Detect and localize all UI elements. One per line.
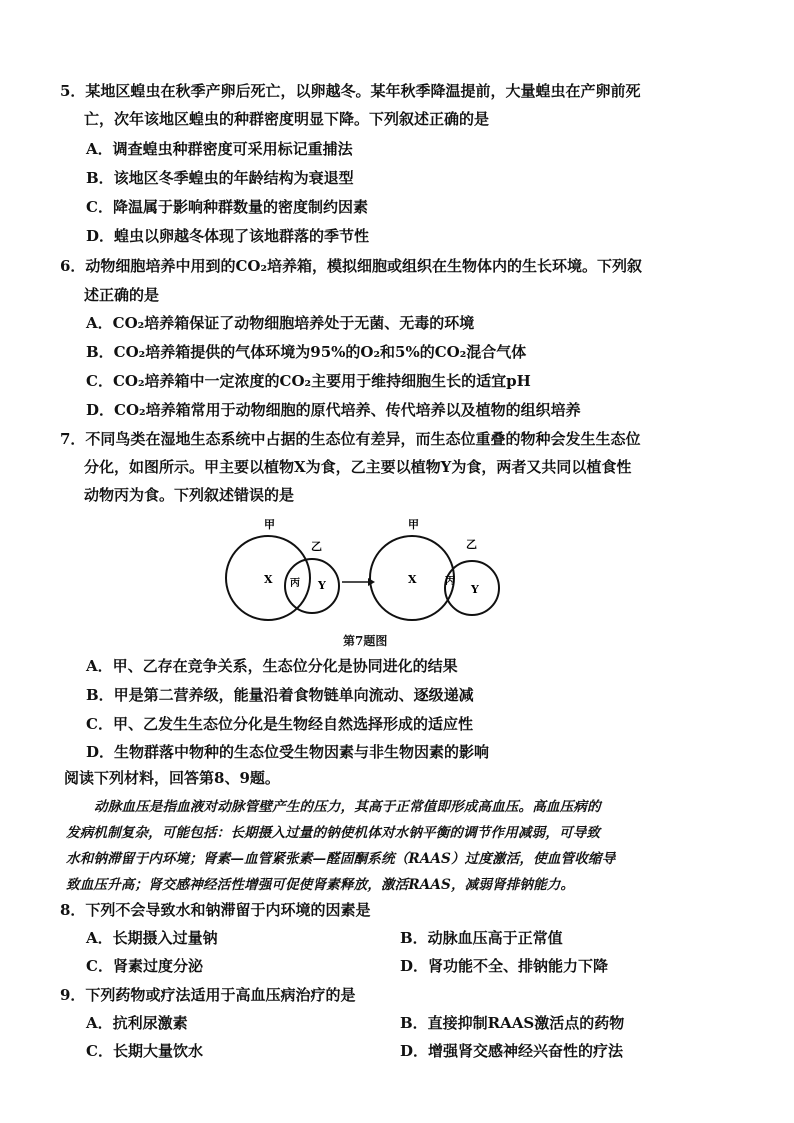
q9-option-c: C．长期大量饮水 bbox=[86, 1042, 203, 1060]
q6-option-c: C．CO₂培养箱中一定浓度的CO₂主要用于维持细胞生长的适宜pH bbox=[86, 372, 531, 390]
q9-stem: 9．下列药物或疗法适用于高血压病治疗的是 bbox=[60, 986, 356, 1004]
q8-option-a: A．长期摄入过量钠 bbox=[86, 929, 218, 947]
niche-differentiation-figure bbox=[215, 512, 505, 647]
left-label-y: Y bbox=[318, 579, 326, 592]
q6-option-d: D．CO₂培养箱常用于动物细胞的原代培养、传代培养以及植物的组织培养 bbox=[86, 401, 581, 419]
reading-paragraph-line2: 发病机制复杂，可能包括：长期摄入过量的钠使机体对水钠平衡的调节作用减弱，可导致 bbox=[66, 825, 601, 841]
q7-stem-line2: 分化，如图所示。甲主要以植物X为食，乙主要以植物Y为食，两者又共同以植食性 bbox=[84, 458, 632, 476]
q6-option-b: B．CO₂培养箱提供的气体环境为95%的O₂和5%的CO₂混合气体 bbox=[86, 343, 527, 361]
right-label-yi: 乙 bbox=[466, 538, 477, 551]
right-label-x: X bbox=[408, 573, 417, 586]
q7-stem-line3: 动物丙为食。下列叙述错误的是 bbox=[84, 486, 295, 504]
q8-option-b: B．动脉血压高于正常值 bbox=[400, 929, 563, 947]
q9-option-a: A．抗利尿激素 bbox=[86, 1014, 188, 1032]
q6-option-a: A．CO₂培养箱保证了动物细胞培养处于无菌、无毒的环境 bbox=[86, 314, 475, 332]
reading-paragraph-line1: 动脉血压是指血液对动脉管壁产生的压力，其高于正常值即形成高血压。高血压病的 bbox=[94, 799, 601, 815]
q9-option-d: D．增强肾交感神经兴奋性的疗法 bbox=[400, 1042, 624, 1060]
right-label-jia: 甲 bbox=[408, 518, 419, 531]
left-label-yi: 乙 bbox=[311, 540, 322, 553]
q7-option-c: C．甲、乙发生生态位分化是生物经自然选择形成的适应性 bbox=[86, 715, 473, 733]
q6-stem-line1: 6．动物细胞培养中用到的CO₂培养箱，模拟细胞或组织在生物体内的生长环境。下列叙 bbox=[60, 257, 643, 275]
q5-stem-line2: 亡，次年该地区蝗虫的种群密度明显下降。下列叙述正确的是 bbox=[84, 110, 490, 128]
q7-option-a: A．甲、乙存在竞争关系，生态位分化是协同进化的结果 bbox=[86, 657, 458, 675]
q8-option-c: C．肾素过度分泌 bbox=[86, 957, 203, 975]
right-label-bing: 丙 bbox=[445, 576, 455, 587]
reading-paragraph-line3: 水和钠滞留于内环境；肾素—血管紧张素—醛固酮系统（RAAS）过度激活，使血管收缩导 bbox=[66, 851, 616, 867]
figure-caption: 第7题图 bbox=[343, 634, 388, 648]
q9-option-b: B．直接抑制RAAS激活点的药物 bbox=[400, 1014, 625, 1032]
q8-stem: 8．下列不会导致水和钠滞留于内环境的因素是 bbox=[60, 901, 371, 919]
q5-option-b: B．该地区冬季蝗虫的年龄结构为衰退型 bbox=[86, 169, 354, 187]
q5-option-c: C．降温属于影响种群数量的密度制约因素 bbox=[86, 198, 368, 216]
reading-intro: 阅读下列材料，回答第8、9题。 bbox=[64, 769, 280, 787]
q5-stem-line1: 5．某地区蝗虫在秋季产卵后死亡，以卵越冬。某年秋季降温提前，大量蝗虫在产卵前死 bbox=[60, 82, 641, 100]
q8-option-d: D．肾功能不全、排钠能力下降 bbox=[400, 957, 609, 975]
right-label-y: Y bbox=[471, 583, 479, 596]
q7-option-d: D．生物群落中物种的生态位受生物因素与非生物因素的影响 bbox=[86, 743, 490, 761]
left-label-jia: 甲 bbox=[264, 518, 275, 531]
q5-option-d: D．蝗虫以卵越冬体现了该地群落的季节性 bbox=[86, 227, 370, 245]
q5-option-a: A．调查蝗虫种群密度可采用标记重捕法 bbox=[86, 140, 353, 158]
left-label-x: X bbox=[264, 573, 273, 586]
q7-option-b: B．甲是第二营养级，能量沿着食物链单向流动、逐级递减 bbox=[86, 686, 474, 704]
reading-paragraph-line4: 致血压升高；肾交感神经活性增强可促使肾素释放，激活RAAS，减弱肾排钠能力。 bbox=[66, 877, 575, 893]
q7-stem-line1: 7．不同鸟类在湿地生态系统中占据的生态位有差异，而生态位重叠的物种会发生生态位 bbox=[60, 430, 641, 448]
q6-stem-line2: 述正确的是 bbox=[84, 286, 160, 304]
left-label-bing: 丙 bbox=[290, 578, 300, 589]
